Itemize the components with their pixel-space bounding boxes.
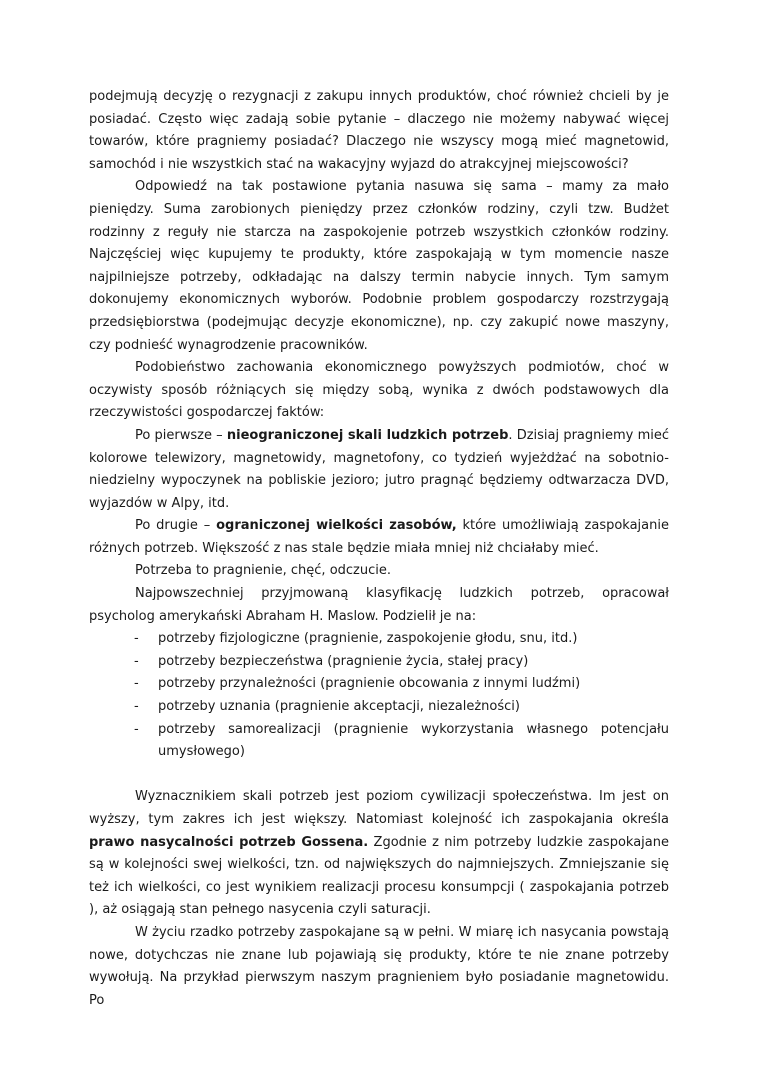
list-item-text: potrzeby samorealizacji (pragnienie wykorzystania własnego potencjału umysłowego)	[158, 721, 669, 760]
paragraph-maslow: Najpowszechniej przyjmowaną klasyfikację ludzkich potrzeb, opracował psycholog amerykański Abraham H. Maslow. Podzielił je na:	[89, 586, 669, 624]
list-dash: -	[134, 676, 139, 692]
first-fact-term: nieograniczonej skali ludzkich potrzeb	[226, 427, 509, 443]
paragraph-gossen	[89, 786, 669, 922]
paragraph-first-fact	[89, 425, 669, 515]
first-fact-text: . Dzisiaj pragniemy mieć kolorowe telewizory, magnetowidy, magnetofony, co tydzień wyjeżdżać na sobotnio-niedzielny wypoczynek na pobliskie jezioro; jutro pragnąć będziemy odtwarzacza DVD, wyjazdów w Alpy, itd.	[89, 427, 669, 511]
list-item	[89, 719, 669, 764]
list-item	[89, 696, 669, 719]
list-item	[89, 628, 669, 651]
gossen-text-end: Zgodnie z nim potrzeby ludzkie zaspokajane są w kolejności swej wielkości, tzn. od największych do najmniejszych. Zmniejszanie się też ich wielkości, co jest wynikiem realizacji procesu konsumpcji ( zaspokajania potrzeb ), aż osiągają stan pełnego nasycenia czyli saturacji.	[89, 834, 669, 918]
list-item	[89, 673, 669, 696]
list-dash: -	[134, 653, 139, 669]
list-dash: -	[134, 699, 139, 715]
paragraph-definition: Potrzeba to pragnienie, chęć, odczucie.	[135, 563, 392, 579]
first-fact-prefix: Po pierwsze –	[135, 427, 227, 443]
paragraph-saturation: W życiu rzadko potrzeby zaspokajane są w pełni. W miarę ich nasycania powstają nowe, dotychczas nie znane lub pojawiają się produkty, które te nie znane potrzeby wywołują. Na przykład pierwszym naszym pragnieniem było posiadanie magnetowidu. Po	[89, 924, 669, 1008]
list-dash: -	[134, 721, 139, 737]
paragraph-second-fact	[89, 515, 669, 560]
paragraph-similarity: Podobieństwo zachowania ekonomicznego powyższych podmiotów, choć w oczywisty sposób różniących się między sobą, wynika z dwóch podstawowych dla rzeczywistości gospodarczej faktów:	[89, 360, 669, 421]
paragraph-answer: Odpowiedź na tak postawione pytania nasuwa się sama – mamy za mało pieniędzy. Suma zarobionych pieniędzy przez członków rodziny, czyli tzw. Budżet rodzinny z reguły nie starcza na zaspokojenie potrzeb wszystkich członków rodziny. Najczęściej więc kupujemy te produkty, które zaspokajają w tym momencie nasze najpilniejsze potrzeby, odkładając na dalszy termin nabycie innych. Tym samym dokonujemy ekonomicznych wyborów. Podobnie problem gospodarczy rozstrzygają przedsiębiorstwa (podejmując decyzje ekonomiczne), np. czy zakupić nowe maszyny, czy podnieść wynagrodzenie pracowników.	[89, 179, 669, 353]
needs-list	[89, 628, 669, 764]
gossen-law-term: prawo nasycalności potrzeb Gossena.	[89, 834, 369, 850]
gossen-text-start: Wyznacznikiem skali potrzeb jest poziom cywilizacji społeczeństwa. Im jest on wyższy, tym zakres ich jest większy. Natomiast kolejność ich zaspokajania określa	[89, 789, 669, 827]
document-page	[89, 86, 669, 1012]
list-item-text: potrzeby uznania (pragnienie akceptacji, niezależności)	[158, 699, 520, 715]
list-dash: -	[134, 631, 139, 647]
list-item-text: potrzeby przynależności (pragnienie obcowania z innymi ludźmi)	[158, 676, 581, 692]
paragraph-intro: podejmują decyzję o rezygnacji z zakupu innych produktów, choć również chcieli by je posiadać. Często więc zadają sobie pytanie – dlaczego nie możemy nabywać więcej towarów, które pragniemy posiadać? Dlaczego nie wszyscy mogą mieć magnetowid, samochód i nie wszystkich stać na wakacyjny wyjazd do atrakcyjnej miejscowości?	[89, 89, 669, 172]
second-fact-prefix: Po drugie –	[135, 518, 217, 534]
second-fact-text: które umożliwiają zaspokajanie różnych potrzeb. Większość z nas stale będzie miała mniej niż chciałaby mieć.	[89, 518, 669, 556]
list-item-text: potrzeby bezpieczeństwa (pragnienie życia, stałej pracy)	[158, 653, 529, 669]
list-item	[89, 651, 669, 674]
list-item-text: potrzeby fizjologiczne (pragnienie, zaspokojenie głodu, snu, itd.)	[158, 631, 578, 647]
second-fact-term: ograniczonej wielkości zasobów,	[216, 518, 457, 534]
